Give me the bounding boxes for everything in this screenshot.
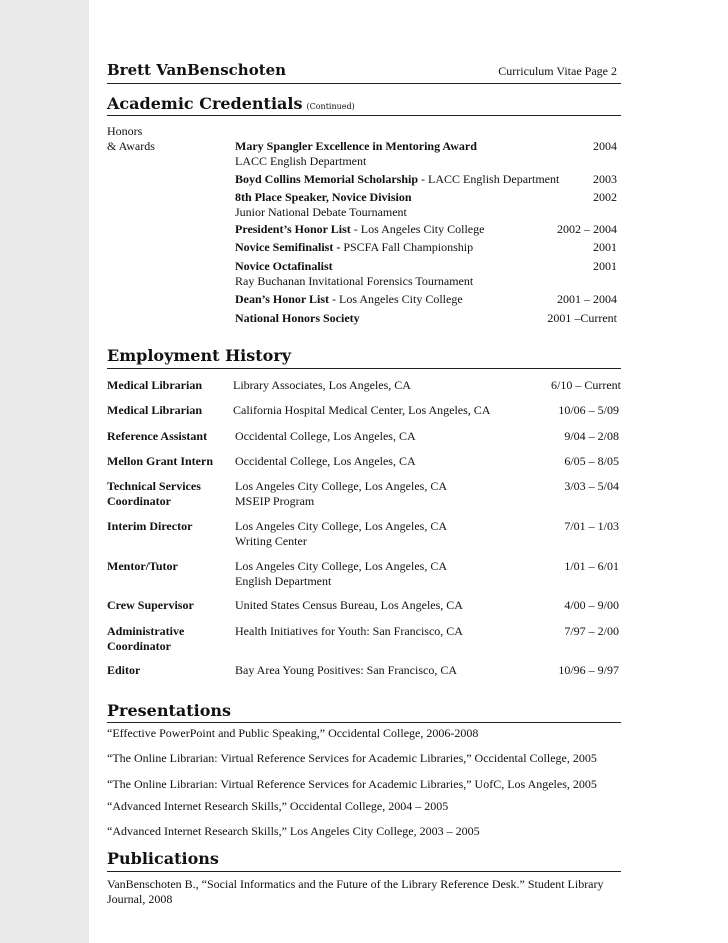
job-dates: 6/05 – 8/05 [564,454,619,468]
section-title-employment: Employment History [107,346,292,365]
honor-item [235,172,559,187]
honor-subline: Junior National Debate Tournament [235,205,407,219]
page-header [107,61,621,84]
presentation-item: “Effective PowerPoint and Public Speaking,” Occidental College, 2006-2008 [107,726,479,740]
honor-item [235,292,463,307]
honor-year: 2003 [593,172,617,186]
job-org-line2: Writing Center [235,534,307,548]
honor-detail: - Los Angeles City College [329,292,463,306]
job-dates: 9/04 – 2/08 [564,429,619,443]
honor-title: 8th Place Speaker, Novice Division [235,190,412,204]
job-dates: 1/01 – 6/01 [564,559,619,573]
honor-year: 2001 – 2004 [557,292,617,306]
job-role: Medical Librarian [107,403,202,417]
page-label: Curriculum Vitae Page 2 [498,64,617,78]
job-dates: 4/00 – 9/00 [564,598,619,612]
honor-detail: PSCFA Fall Championship [340,240,474,254]
job-role-line2: Coordinator [107,494,171,508]
honor-detail: - LACC English Department [418,172,560,186]
honor-item [235,259,333,274]
job-org-line2: MSEIP Program [235,494,315,508]
job-role: Reference Assistant [107,429,208,443]
job-role: Mellon Grant Intern [107,454,213,468]
section-rule [107,722,621,723]
job-org: Occidental College, Los Angeles, CA [235,429,416,443]
presentation-item: “Advanced Internet Research Skills,” Occidental College, 2004 – 2005 [107,799,449,813]
honor-year: 2001 [593,240,617,254]
page-margin-bar [0,0,89,943]
honor-year: 2001 –Current [547,311,617,325]
honor-detail: - Los Angeles City College [350,222,485,236]
honor-title: National Honors Society [235,311,360,325]
job-org: Los Angeles City College, Los Angeles, CA [235,519,447,533]
section-title-presentations: Presentations [107,701,231,720]
job-role: Technical Services [107,479,201,493]
section-rule [107,368,621,369]
continued-note: (Continued) [306,102,355,111]
honor-title: Novice Octafinalist [235,259,333,273]
job-org: Bay Area Young Positives: San Francisco, CA [235,663,457,677]
job-role-line2: Coordinator [107,639,171,653]
job-role: Crew Supervisor [107,598,194,612]
honor-title: Dean’s Honor List [235,292,330,306]
job-role: Interim Director [107,519,193,533]
section-title-publications: Publications [107,849,219,868]
publication-item: VanBenschoten B., “Social Informatics and the Future of the Library Reference Desk.” Student Library Journal, 2008 [107,877,604,906]
job-role: Medical Librarian [107,378,202,392]
job-role: Administrative [107,624,185,638]
job-dates: 6/10 – Current [551,378,621,392]
section-title-academic [107,94,355,113]
job-dates: 7/97 – 2/00 [564,624,619,638]
honor-title: Novice Semifinalist - [235,240,341,254]
honors-side-label: Honors [107,124,143,138]
presentation-item: “The Online Librarian: Virtual Reference Services for Academic Libraries,” UofC, Los Angeles, 2005 [107,777,597,791]
honor-title: President’s Honor List [235,222,351,236]
job-dates: 7/01 – 1/03 [564,519,619,533]
job-org: Occidental College, Los Angeles, CA [235,454,416,468]
job-role: Editor [107,663,141,677]
honor-title: Mary Spangler Excellence in Mentoring Award [235,139,477,153]
honor-year: 2001 [593,259,617,273]
honor-item [235,139,477,154]
section-rule [107,871,621,872]
honor-subline: Ray Buchanan Invitational Forensics Tournament [235,274,474,288]
job-org-line2: English Department [235,574,332,588]
job-org: California Hospital Medical Center, Los Angeles, CA [233,403,491,417]
honor-title: Boyd Collins Memorial Scholarship [235,172,419,186]
awards-side-label: & Awards [107,139,155,153]
honor-year: 2002 – 2004 [557,222,617,236]
honor-subline: LACC English Department [235,154,367,168]
job-role: Mentor/Tutor [107,559,178,573]
job-dates: 3/03 – 5/04 [564,479,619,493]
honor-item [235,190,412,205]
job-org: United States Census Bureau, Los Angeles, CA [235,598,463,612]
section-heading: Academic Credentials [107,94,303,113]
job-org: Library Associates, Los Angeles, CA [233,378,411,392]
honor-year: 2004 [593,139,617,153]
job-org: Health Initiatives for Youth: San Francisco, CA [235,624,463,638]
honor-item [235,222,484,237]
job-dates: 10/96 – 9/97 [558,663,619,677]
honor-year: 2002 [593,190,617,204]
job-dates: 10/06 – 5/09 [558,403,619,417]
presentation-item: “The Online Librarian: Virtual Reference Services for Academic Libraries,” Occidental College, 2005 [107,751,597,765]
job-org: Los Angeles City College, Los Angeles, CA [235,559,447,573]
author-name: Brett VanBenschoten [107,61,287,79]
honor-item [235,240,473,255]
honor-item [235,311,360,326]
job-org: Los Angeles City College, Los Angeles, CA [235,479,447,493]
section-rule [107,115,621,116]
presentation-item: “Advanced Internet Research Skills,” Los Angeles City College, 2003 – 2005 [107,824,480,838]
